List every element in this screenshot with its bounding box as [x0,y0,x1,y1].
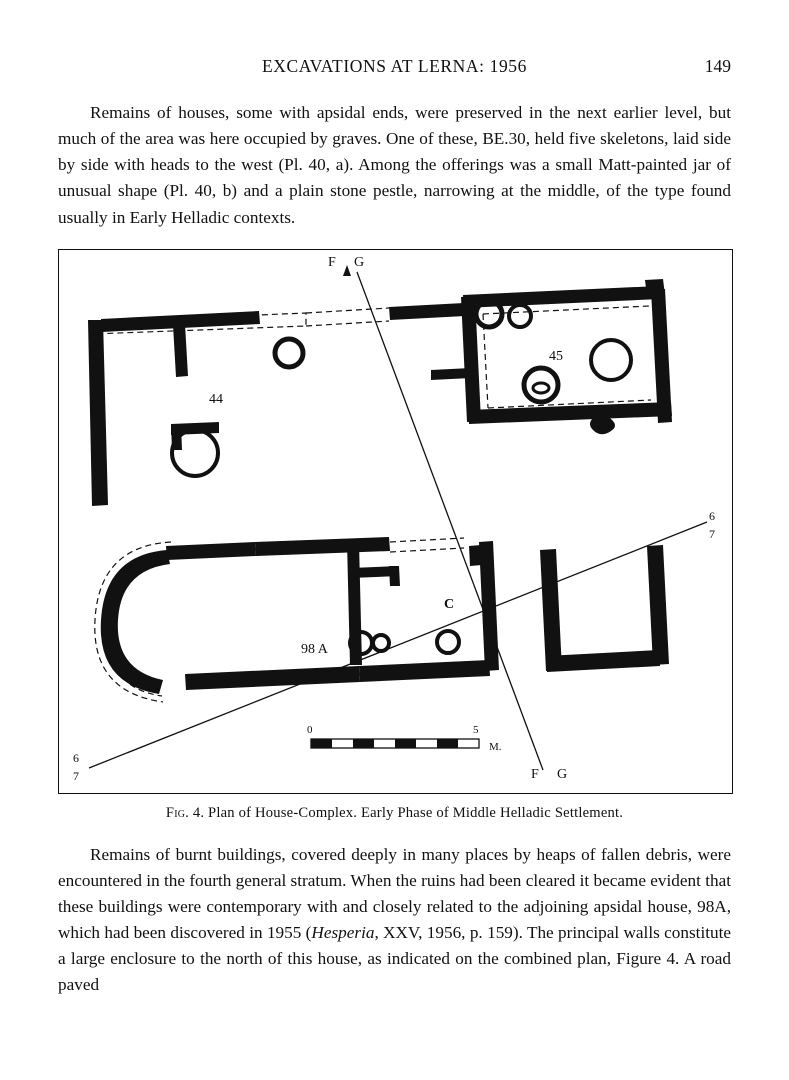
feature-circle-44-a [275,339,303,367]
page [0,56,789,1080]
feature-circle-45-b [509,305,531,327]
section-mark-f-bottom: F [531,766,539,782]
page-number: 149 [704,56,731,76]
body-paragraph-1: Remains of houses, some with apsidal ends, were preserved in the next earlier level, but much of the area was here occupied by graves. One of these, BE.30, held five skeletons, laid side by side with heads to the west (Pl. 40, a). Among the offerings was a small Matt-painted jar of unusual shape (Pl. 40, b) and a plain stone pestle, narrowing at the middle, of the type found usually in Early Helladic contexts. [58,103,731,227]
plan-drawing [59,250,732,793]
north-arrow-icon [343,265,351,276]
wall-partition-98a-spur2 [389,566,400,586]
feature-hearth-45-inner [533,383,549,393]
body-paragraph-2 [58,842,731,999]
section-mark-7-left: 7 [73,768,79,783]
scale-label-left: 0 [307,723,313,736]
figure-caption-text: Plan of House-Complex. Early Phase of Middle Helladic Settlement. [208,804,624,821]
wall-east-se-room [647,545,669,665]
wall-spur-45 [431,368,471,380]
figure-caption [58,805,731,822]
figure-caption-label: Fig. 4. [165,804,205,821]
plan-label-c: C [444,596,455,612]
figure-plan-frame [58,249,733,794]
journal-title: Hesperia [311,923,375,943]
wall-south-98a-right [359,660,490,682]
feature-hearth-45 [524,368,558,402]
wall-south-se-room [546,650,660,672]
section-mark-g-bottom: G [557,766,568,782]
plan-label-98a: 98 A [301,641,328,657]
figure-4 [58,249,731,822]
section-mark-6-left: 6 [73,750,79,765]
scale-bar [311,739,479,748]
wall-marker-c [469,545,482,566]
body-paragraph-2-part1: Remains of burnt buildings, covered deeply in many places by heaps of fallen debris, were encountered in the fourth general stratum. When the ruins had been cleared it became evident that these buildings were contemporary with and closely related to the adjoining apsidal house, 98A, which had been discovered in 1955 ( [58,844,731,943]
wall-spur-44 [173,324,188,377]
running-head [58,56,731,80]
wall-south-45 [468,402,672,424]
running-title: EXCAVATIONS AT LERNA: 1956 [261,56,527,76]
wall-north-98a-left [166,542,256,560]
section-mark-g-top: G [354,254,365,270]
section-mark-f-top: F [328,254,336,270]
body-paragraph-2-part2: , XXV, 1956, p. 159). The principal walls constitute a large enclosure to the north of this house, as indicated on the combined plan, Figure 4. A road paved [58,923,731,995]
scale-label-right: 5 [473,723,479,736]
section-mark-7-right: 7 [709,526,715,541]
dashed-north-98a [390,538,464,552]
section-mark-6-right: 6 [709,508,715,523]
feature-circle-98a-b [373,635,389,651]
wall-south-98a-left [185,666,360,690]
wall-apse-98a [101,550,170,694]
wall-north-link [389,303,465,320]
plan-label-44: 44 [209,391,223,407]
wall-north-45 [463,286,660,308]
feature-circle-44-b [172,430,218,476]
feature-dot-45 [618,404,624,410]
scale-label-unit: M. [489,740,502,753]
plan-label-45: 45 [549,348,563,364]
wall-north-98a-mid [255,537,390,556]
wall-west-44 [88,320,108,506]
feature-circle-98a-c [437,631,459,653]
section-line-fg [357,272,543,770]
feature-circle-45-c [591,340,631,380]
wall-west-se-room [540,549,562,671]
